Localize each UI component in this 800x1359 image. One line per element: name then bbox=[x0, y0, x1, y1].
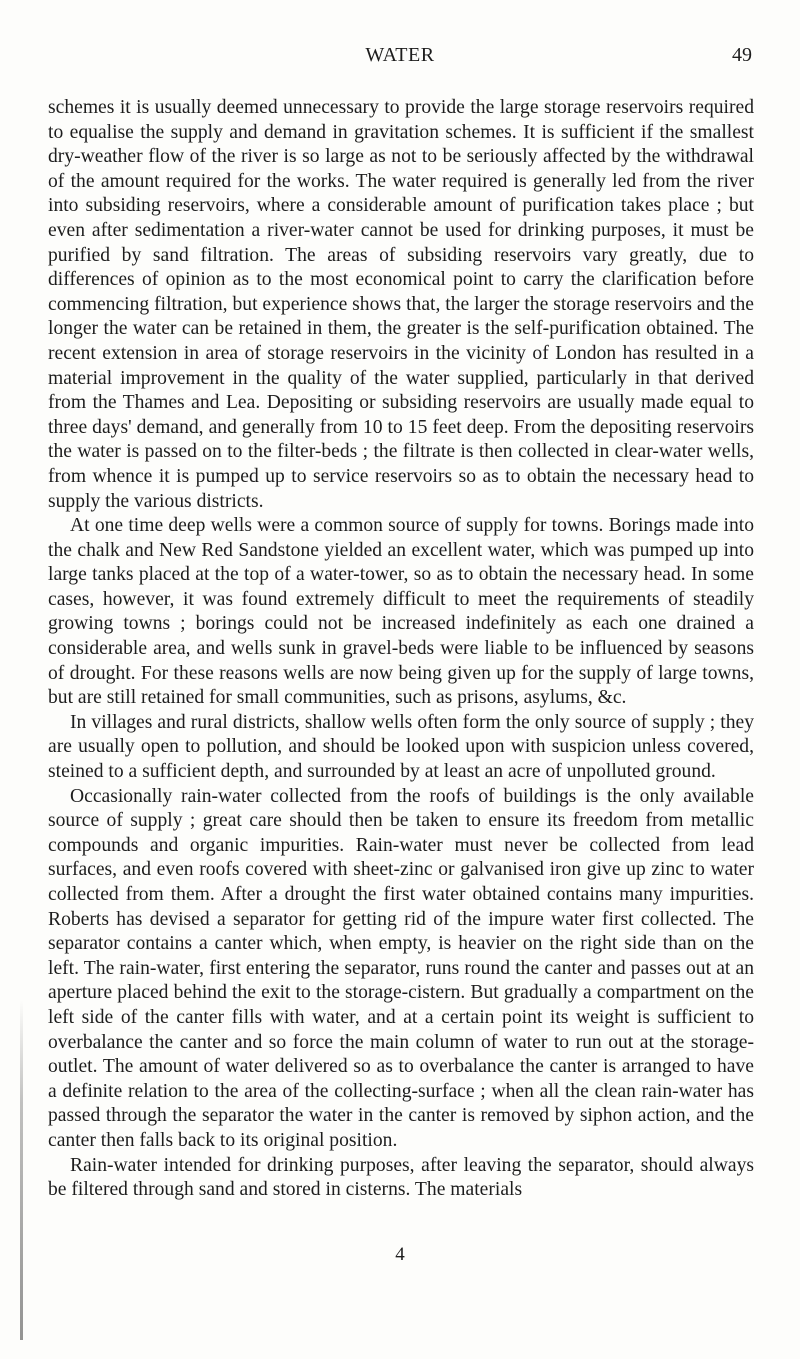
paragraph-deep-wells: At one time deep wells were a common source of supply for towns. Borings made into the chalk and New Red Sandstone yielded an excellent water, which was pumped up into large tanks placed at the top of a water-tower, so as to obtain the necessary head. In some cases, however, it was found extremely difficult to meet the requirements of steadily growing towns ; borings could not be increased indefinitely as each one drained a considerable area, and wells sunk in gravel-beds were liable to be influenced by seasons of drought. For these reasons wells are now being given up for the supply of large towns, but are still retained for small communities, such as prisons, asylums, &c. bbox=[48, 515, 754, 709]
signature-mark: 4 bbox=[395, 1244, 405, 1265]
paragraph-filtering: Rain-water intended for drinking purposes, after leaving the separator, should always be filtered through sand and stored in cisterns. The materials bbox=[48, 1154, 754, 1201]
page-number: 49 bbox=[732, 44, 752, 66]
binding-shadow bbox=[20, 1000, 23, 1340]
running-head: WATER bbox=[365, 44, 435, 66]
page-header bbox=[48, 44, 752, 74]
paragraph-continuation: schemes it is usually deemed unnecessary to provide the large storage reservoirs required to equalise the supply and demand in gravitation schemes. It is sufficient if the smallest dry-weather flow of the river is so large as not to be seriously affected by the withdrawal of the amount required for the works. The water required is generally led from the river into subsiding reservoirs, where a considerable amount of purification takes place ; but even after sedimentation a river-water cannot be used for drinking purposes, it must be purified by sand filtration. The areas of subsiding reservoirs vary greatly, due to differences of opinion as to the most economical point to carry the clarification before commencing filtration, but experience shows that, the larger the storage reservoirs and the longer the water can be retained in them, the greater is the self-purification obtained. The recent extension in area of storage reservoirs in the vicinity of London has resulted in a material improvement in the quality of the water supplied, particularly in that derived from the Thames and Lea. Depositing or subsiding reservoirs are usually made equal to three days' demand, and generally from 10 to 15 feet deep. From the depositing reservoirs the water is passed on to the filter-beds ; the filtrate is then collected in clear-water wells, from whence it is pumped up to service reservoirs so as to obtain the necessary head to supply the various districts. bbox=[48, 97, 754, 512]
paragraph-rain-water: Occasionally rain-water collected from the roofs of buildings is the only available source of supply ; great care should then be taken to ensure its freedom from metallic compounds and organic impurities. Rain-water must never be collected from lead surfaces, and even roofs covered with sheet-zinc or galvanised iron give up zinc to water collected from them. After a drought the first water obtained contains many impurities. Roberts has devised a separator for getting rid of the impure water first collected. The separator contains a canter which, when empty, is heavier on the right side than on the left. The rain-water, first entering the separator, runs round the canter and passes out at an aperture placed behind the exit to the storage-cistern. But gradually a compartment on the left side of the canter fills with water, and at a certain point its weight is sufficient to overbalance the canter and so force the main column of water to run out at the storage-outlet. The amount of water delivered so as to overbalance the canter is arranged to have a definite relation to the area of the collecting-surface ; when all the clean rain-water has passed through the separator the water in the canter is removed by siphon action, and the canter then falls back to its original position. bbox=[48, 785, 754, 1151]
paragraph-shallow-wells: In villages and rural districts, shallow wells often form the only source of supply ; they are usually open to pollution, and should be looked upon with suspicion unless covered, steined to a sufficient depth, and surrounded by at least an acre of unpolluted ground. bbox=[48, 711, 754, 783]
body-text bbox=[48, 96, 754, 1203]
